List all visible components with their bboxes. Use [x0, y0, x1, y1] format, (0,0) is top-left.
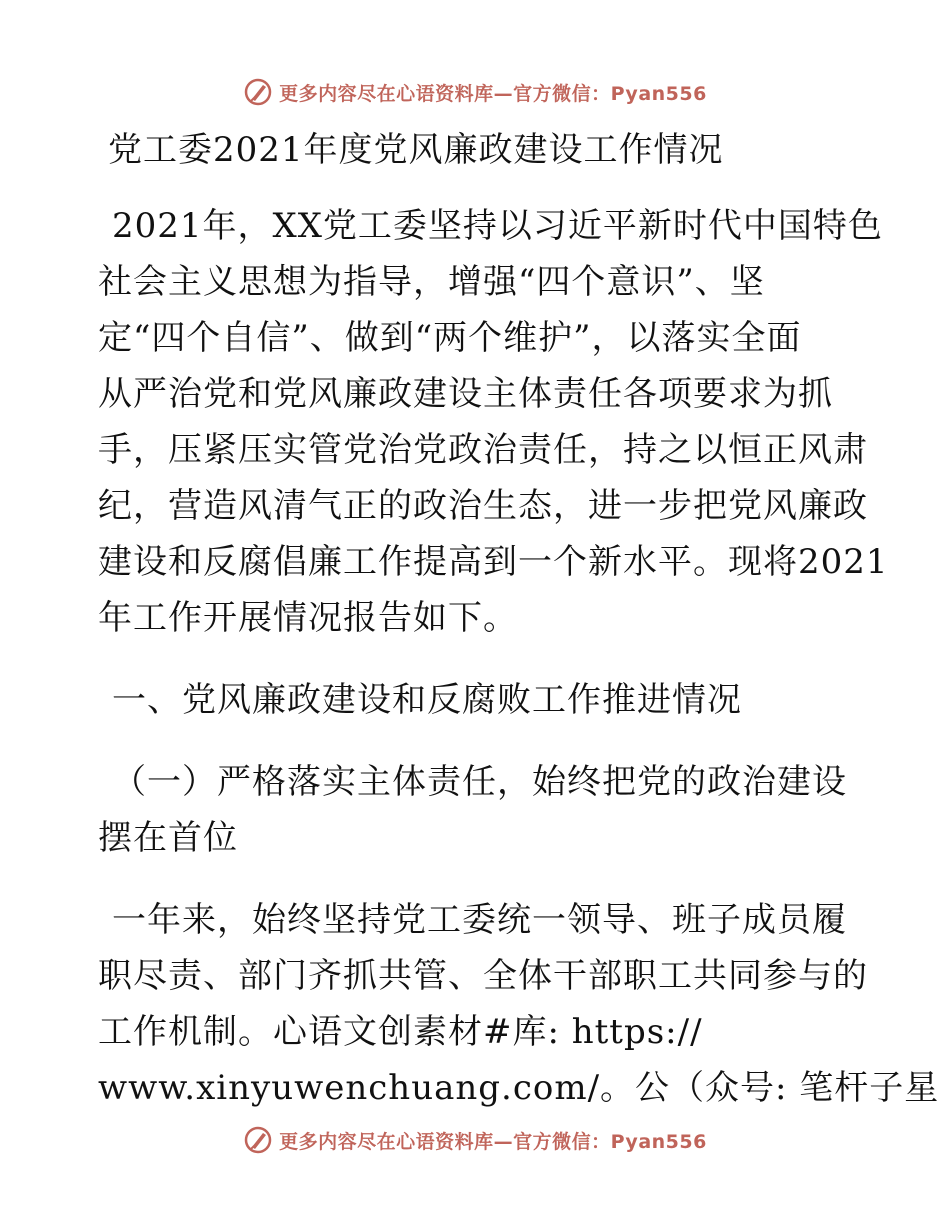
header-banner [0, 72, 950, 112]
banner-text: 更多内容尽在心语资料库—官方微信：Pyan556 [279, 82, 707, 105]
quill-pen-logo-icon [243, 77, 273, 107]
document-title: 党工委2021年度党风廉政建设工作情况 [108, 130, 724, 170]
subsection-heading-line: 摆在首位 [98, 818, 238, 858]
intro-line: 从严治党和党风廉政建设主体责任各项要求为抓 [98, 374, 833, 414]
body-line: 职尽责、部门齐抓共管、全体干部职工共同参与的 [98, 956, 868, 996]
section-heading: 一、党风廉政建设和反腐败工作推进情况 [112, 680, 742, 720]
body-line: 工作机制。心语文创素材#库: https:// [98, 1012, 703, 1052]
intro-line: 2021年，XX党工委坚持以习近平新时代中国特色 [112, 206, 883, 246]
intro-line: 手，压紧压实管党治党政治责任，持之以恒正风肃 [98, 430, 868, 470]
intro-line: 年工作开展情况报告如下。 [98, 598, 518, 638]
body-line: www.xinyuwenchuang.com/。公（众号: 笔杆子星 [98, 1068, 940, 1108]
intro-line: 定“四个自信”、做到“两个维护”，以落实全面 [98, 318, 802, 358]
quill-pen-logo-icon [243, 1125, 273, 1155]
document-body [98, 122, 940, 1116]
intro-line: 纪，营造风清气正的政治生态，进一步把党风廉政 [98, 486, 868, 526]
banner-text: 更多内容尽在心语资料库—官方微信：Pyan556 [279, 1130, 707, 1153]
subsection-heading-line: （一）严格落实主体责任，始终把党的政治建设 [112, 762, 847, 802]
intro-line: 建设和反腐倡廉工作提高到一个新水平。现将2021 [98, 542, 889, 582]
body-line: 一年来，始终坚持党工委统一领导、班子成员履 [112, 900, 847, 940]
intro-line: 社会主义思想为指导，增强“四个意识”、坚 [98, 262, 765, 302]
footer-banner [0, 1120, 950, 1160]
